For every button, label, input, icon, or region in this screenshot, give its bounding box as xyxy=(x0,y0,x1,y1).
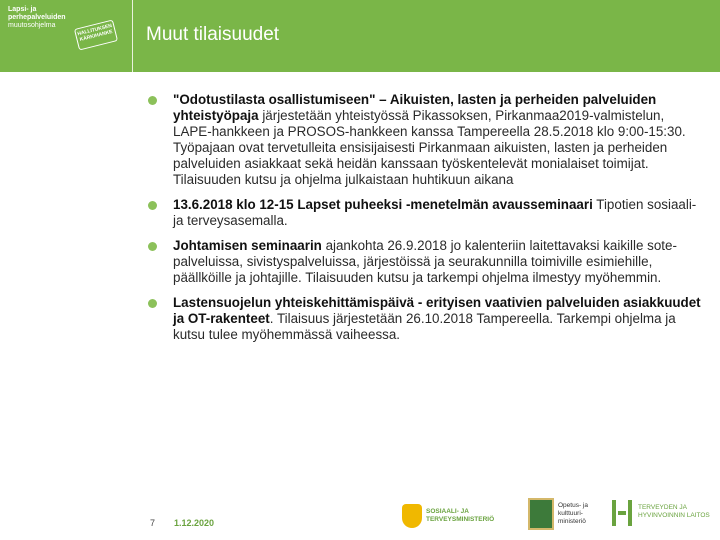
bullet-4-text: . Tilaisuus järjestetään 26.10.2018 Tampereella. Tarkempi ohjelma ja kutsu tulee myöhemmässä vaiheessa. xyxy=(173,311,676,342)
bullet-3-text: ajankohta 26.9.2018 jo kalenteriin laitettavaksi kaikille sote-palveluissa, sivistyspalveluissa, järjestöissä ja seurakunnilla toimiville esimiehille, päällköille ja johtajille. Tilaisuuden kutsu ja tarkempi ohjelma ilmestyy myöhemmin. xyxy=(173,238,677,285)
logo-text xyxy=(8,6,66,30)
bullet-item-1 xyxy=(148,92,704,188)
bullet-item-4 xyxy=(148,295,704,343)
bullet-2-text: Tipotien sosiaali- ja terveysasemalla. xyxy=(173,197,697,228)
bullet-4-bold: Lastensuojelun yhteiskehittämispäivä - erityisen vaativien palveluiden asiakkuudet ja OT-rakenteet xyxy=(173,295,701,326)
lape-logo xyxy=(0,0,133,72)
okm-emblem-icon xyxy=(528,498,554,530)
okm-logo-text xyxy=(558,502,588,526)
bullet-dot-icon xyxy=(148,96,157,105)
bullet-item-2 xyxy=(148,197,704,229)
header-bar xyxy=(0,0,720,72)
stm-line-2: TERVEYSMINISTERIÖ xyxy=(426,516,495,523)
logo-line-2: perhepalveluiden xyxy=(8,14,66,21)
bullet-3-bold: Johtamisen seminaarin xyxy=(173,238,322,253)
logo-line-3: muutosohjelma xyxy=(8,22,56,29)
bullet-dot-icon xyxy=(148,201,157,210)
thl-line-1: TERVEYDEN JA xyxy=(638,504,688,511)
thl-logo xyxy=(612,496,716,536)
bullet-list xyxy=(148,92,704,352)
thl-line-2: HYVINVOINNIN LAITOS xyxy=(638,512,710,519)
bullet-2-bold: 13.6.2018 klo 12-15 Lapset puheeksi -menetelmän avausseminaari xyxy=(173,197,593,212)
lion-emblem-icon xyxy=(402,504,422,528)
okm-line-2: kulttuuri- xyxy=(558,510,583,517)
thl-logo-text xyxy=(638,504,710,520)
okm-logo xyxy=(528,496,598,536)
stm-line-1: SOSIAALI- JA xyxy=(426,508,469,515)
bullet-1-text: järjestetään yhteistyössä Pikassoksen, Pirkanmaa2019-valmistelun, LAPE-hankkeen ja PROSOS-hankkeen kanssa Tampereella 28.5.2018 klo 9:00-15:30. Työpajaan ovat tervetulleita ensisijaisesti Pirkanmaan aikuisten, lasten ja perheiden palveluiden asiakkaat sekä heidän kanssaan työskentelevät monialaiset toimijat. Tilaisuuden kutsu ja ohjelma julkaistaan huhtikuun aikana xyxy=(173,108,686,187)
logo-line-1: Lapsi- ja xyxy=(8,6,37,13)
thl-h-icon xyxy=(612,500,632,526)
bullet-dot-icon xyxy=(148,242,157,251)
page-title: Muut tilaisuudet xyxy=(146,24,280,45)
bullet-item-3 xyxy=(148,238,704,286)
karkihanke-stamp-icon: HALLITUKSEN KÄRKIHANKE xyxy=(74,19,118,50)
okm-line-1: Opetus- ja xyxy=(558,502,588,509)
page-number: 7 xyxy=(150,518,156,528)
okm-line-3: ministeriö xyxy=(558,518,586,525)
stm-logo xyxy=(402,496,514,536)
bullet-dot-icon xyxy=(148,299,157,308)
stm-logo-text xyxy=(426,508,494,524)
footer-date: 1.12.2020 xyxy=(174,518,215,528)
bullet-1-bold: "Odotustilasta osallistumiseen" – Aikuisten, lasten ja perheiden palveluiden yhteistyöpaja xyxy=(173,92,657,123)
